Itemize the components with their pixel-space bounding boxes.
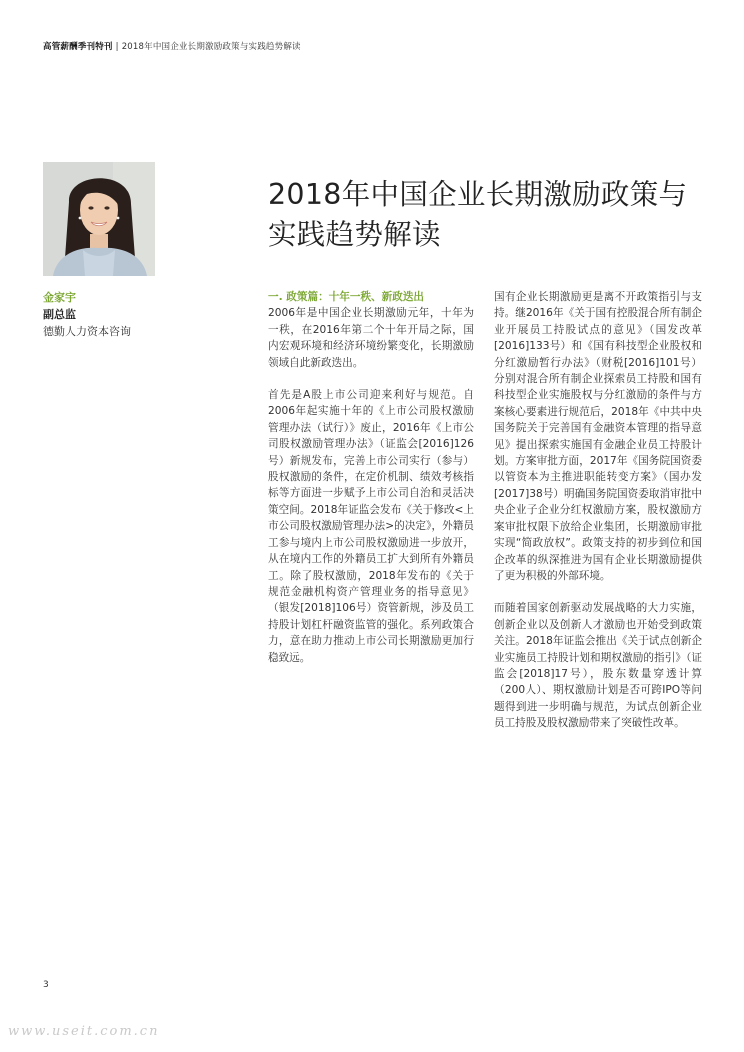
paragraph: 而随着国家创新驱动发展战略的大力实施，创新企业以及创新人才激励也开始受到政策关注。2018年证监会推出《关于试点创新企业实施员工持股计划和期权激励的指引》（证监会[2018]17号），股东数量穿透计算（200人）、期权激励计划是否可跨IPO等问题得到进一步明确与规范，为试点创新企业员工持股及股权激励带来了突破性改革。 [494, 602, 702, 730]
paragraph: 2006年是中国企业长期激励元年，十年为一秩，在2016年第二个十年开局之际，国内宏观环境和经济环境纷繁变化，长期激励领域自此新政迭出。 [268, 307, 474, 369]
paragraph: 首先是A股上市公司迎来利好与规范。自2006年起实施十年的《上市公司股权激励管理办法（试行）》废止，2016年《上市公司股权激励管理办法》（证监会[2016]126号）新规发布，完善上市公司实行（参与）股权激励的条件，在定价机制、绩效考核指标等方面进一步赋予上市公司自治和灵活决策空间。2018年证监会发布《关于修改<上市公司股权激励管理办法>的决定》，外籍员工参与境内上市公司股权激励进一步放开，从在境内工作的外籍员工扩大到所有外籍员工。除了股权激励，2018年发布的《关于规范金融机构资产管理业务的指导意见》（银发[2018]106号）资管新规，涉及员工持股计划杠杆融资监管的强化。系列政策合力，意在助力推动上市公司长期激励更加行稳致远。 [268, 389, 474, 664]
author-photo [43, 162, 155, 276]
author-name: 金家宇 [43, 291, 76, 304]
watermark-text: www.useit.com.cn [8, 1024, 160, 1039]
section-heading: 一. 政策篇：十年一秩、新政迭出 [268, 291, 425, 303]
header-separator: | [115, 42, 119, 52]
header-article: 2018年中国企业长期激励政策与实践趋势解读 [121, 42, 301, 52]
author-portrait-image [43, 162, 155, 276]
running-header [43, 40, 301, 52]
text-column-left [268, 289, 474, 682]
paragraph: 国有企业长期激励更是离不开政策指引与支持。继2016年《关于国有控股混合所有制企业开展员工持股试点的意见》（国发改革[2016]133号）和《国有科技型企业股权和分红激励暂行办法》（财税[2016]101号）分别对混合所有制企业探索员工持股和国有科技型企业实施股权与分红激励的条件与方案核心要素进行规范后，2018年《中共中央国务院关于完善国有金融资本管理的指导意见》提出探索实施国有金融企业员工持股计划。方案审批方面，2017年《国务院国资委以管资本为主推进职能转变方案》（国办发[2017]38号）明确国务院国资委取消审批中央企业子企业分红权激励方案，股权激励方案审批权限下放给企业集团，长期激励审批实现“简政放权”。政策支持的初步到位和国企改革的纵深推进为国有企业长期激励提供了更为积极的外部环境。 [494, 291, 702, 582]
text-column-right [494, 289, 702, 748]
author-organization: 德勤人力资本咨询 [43, 325, 131, 338]
header-publication: 高管薪酬季刊特刊 [43, 42, 113, 52]
article-title: 2018年中国企业长期激励政策与实践趋势解读 [268, 178, 688, 252]
author-block [43, 289, 131, 340]
page-number: 3 [43, 980, 49, 990]
author-role: 副总监 [43, 308, 76, 321]
